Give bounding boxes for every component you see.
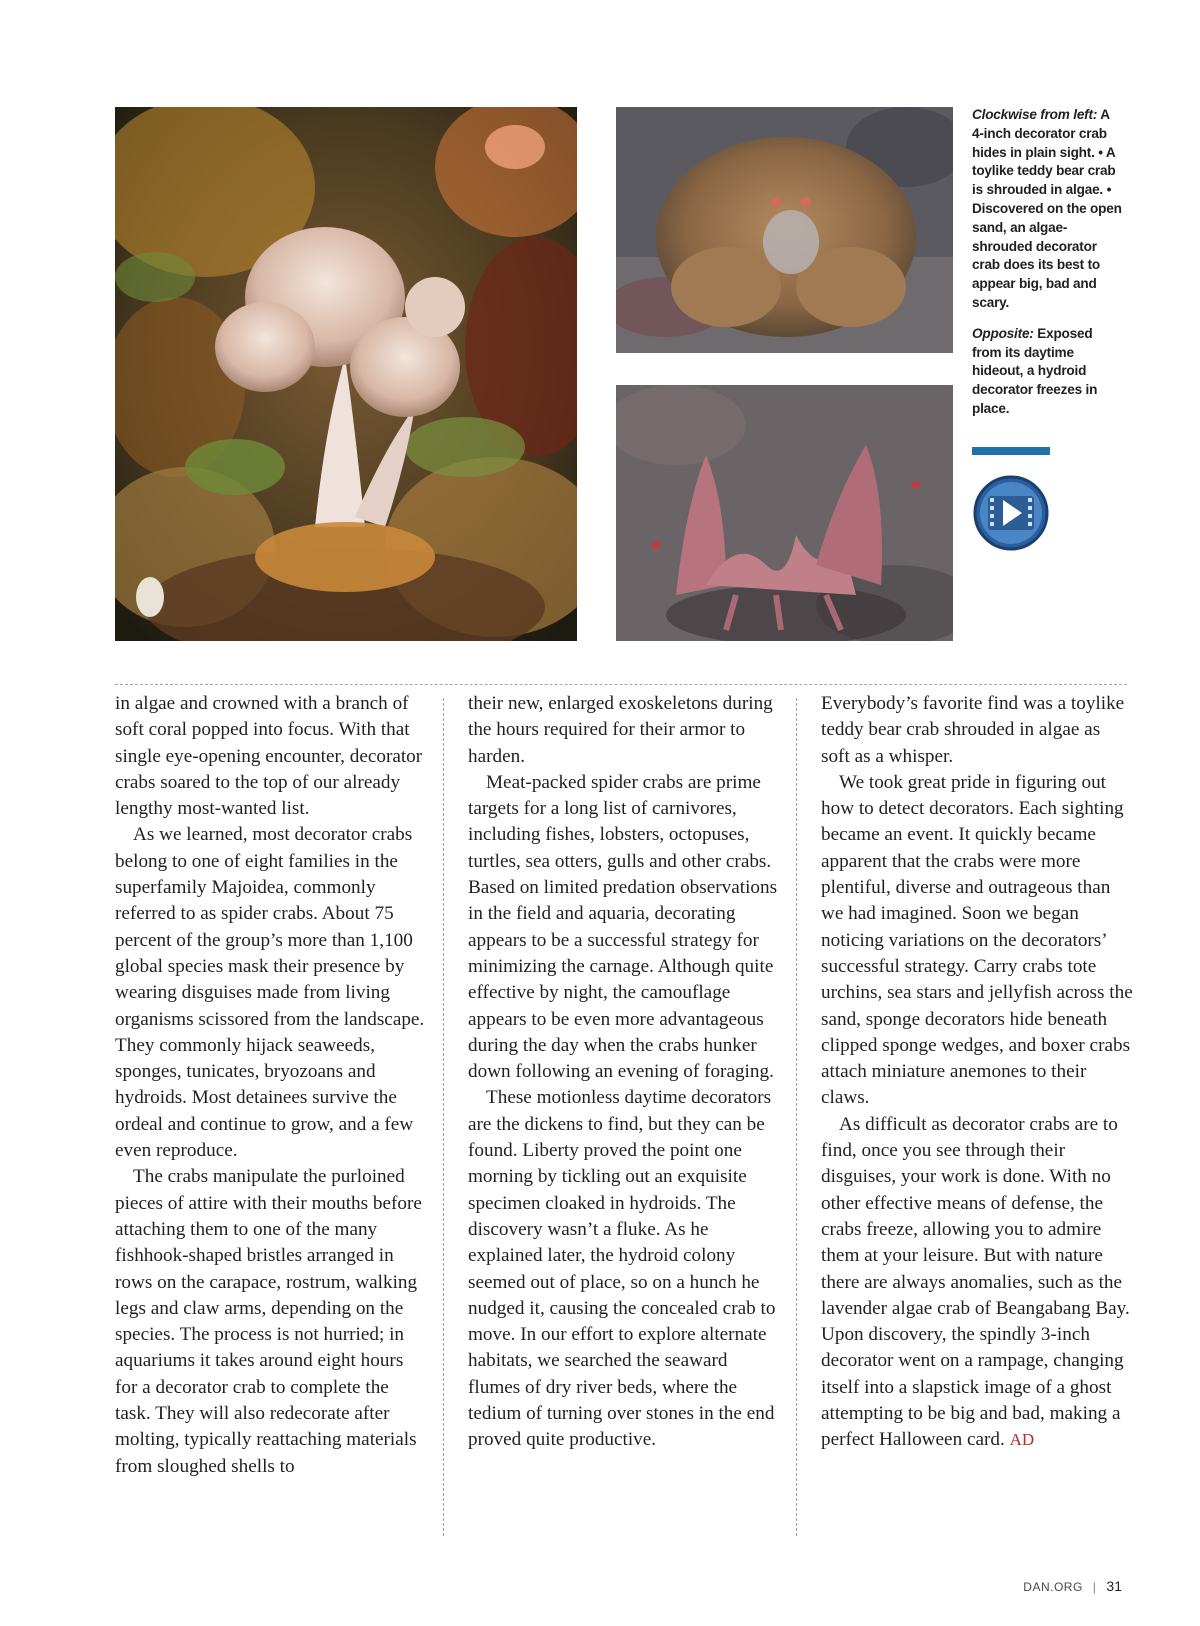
caption-clockwise-lead: Clockwise from left: bbox=[972, 107, 1098, 122]
footer-separator: | bbox=[1092, 1580, 1097, 1594]
article-paragraph-final bbox=[821, 1112, 1133, 1454]
column-divider bbox=[796, 698, 797, 1536]
page-number: 31 bbox=[1106, 1578, 1122, 1594]
caption-accent-rule bbox=[972, 447, 1050, 455]
article-paragraph: Meat-packed spider crabs are prime targets for a long list of carnivores, including fishes, lobsters, octopuses, turtles, sea otters, gulls and other crabs. Based on limited predation observations in the field and aquaria, decorating appears to be a successful strategy for minimizing the carnage. Although quite effective by night, the camouflage appears to be even more advantageous during the day when the crabs hunker down following an evening of foraging. bbox=[468, 771, 778, 1083]
end-mark: AD bbox=[1009, 1430, 1035, 1450]
article-paragraph: their new, enlarged exoskeletons during the hours required for their armor to harden. bbox=[468, 693, 773, 767]
play-video-button[interactable] bbox=[972, 474, 1050, 552]
article-paragraph: The crabs manipulate the purloined pieces of attire with their mouths before attaching them to one of the many fishhook-shaped bristles arranged in rows on the carapace, rostrum, walking legs and claw arms, depending on the species. The process is not hurried; in aquariums it takes around eight hours for a decorator crab to complete the task. They will also redecorate after molting, typically reattaching materials from sloughed shells to bbox=[115, 1166, 422, 1477]
article-paragraph: These motionless daytime decorators are the dickens to find, but they can be found. Liberty proved the point one morning by tickling out an exquisite specimen cloaked in hydroids. The discovery wasn’t a fluke. As he explained later, the hydroid colony seemed out of place, so on a hunch he nudged it, causing the concealed crab to move. In our effort to explore alternate habitats, we searched the seaward flumes of dry river beds, where the tedium of turning over stones in the end proved quite productive. bbox=[468, 1087, 776, 1451]
column-top-rule bbox=[115, 684, 1127, 685]
hydroid-crab-image bbox=[616, 385, 953, 641]
column-divider bbox=[443, 698, 444, 1536]
article-column-1 bbox=[115, 691, 427, 1480]
article-paragraph-text: As difficult as decorator crabs are to find, once you see through their disguises, your work is done. With no other effective means of defense, the crabs freeze, allowing you to admire them at your leisure. But with nature there are always anomalies, such as the lavender algae crab of Beangabang Bay. Upon discovery, the spindly 3-inch decorator went on a rampage, changing itself into a slapstick image of a ghost attempting to be big and bad, making a perfect Halloween card. bbox=[821, 1113, 1130, 1451]
photo-decorator-crab-soft-coral bbox=[115, 107, 577, 641]
play-video-icon[interactable] bbox=[972, 474, 1050, 552]
photo-teddy-bear-crab bbox=[616, 107, 953, 353]
article-column-3 bbox=[821, 691, 1133, 1454]
caption-clockwise bbox=[972, 106, 1122, 313]
decorator-crab-image bbox=[115, 107, 577, 641]
article-paragraph: We took great pride in figuring out how to detect decorators. Each sighting became an event. It quickly became apparent that the crabs were more plentiful, diverse and outrageous than we had imagined. Soon we began noticing variations on the decorators’ successful strategy. Carry crabs tote urchins, sea stars and jellyfish across the sand, sponge decorators hide beneath clipped sponge wedges, and boxer crabs attach miniature anemones to their claws. bbox=[821, 771, 1133, 1109]
article-paragraph: As we learned, most decorator crabs belong to one of eight families in the superfamily Majoidea, commonly referred to as spider crabs. About 75 percent of the group’s more than 1,100 global species mask their presence by wearing disguises made from living organisms scissored from the landscape. They commonly hijack seaweeds, sponges, tunicates, bryozoans and hydroids. Most detainees survive the ordeal and continue to grow, and a few even reproduce. bbox=[115, 824, 425, 1162]
photo-hydroid-decorator-crab bbox=[616, 385, 953, 641]
footer-site: DAN.ORG bbox=[1023, 1580, 1083, 1594]
article-paragraph: in algae and crowned with a branch of soft coral popped into focus. With that single eye-opening encounter, decorator crabs soared to the top of our already lengthy most-wanted list. bbox=[115, 693, 423, 820]
caption-opposite bbox=[972, 325, 1122, 419]
article-paragraph: Everybody’s favorite find was a toylike teddy bear crab shrouded in algae as soft as a whisper. bbox=[821, 693, 1125, 767]
photo-caption bbox=[972, 106, 1122, 431]
teddy-bear-crab-image bbox=[616, 107, 953, 353]
caption-opposite-lead: Opposite: bbox=[972, 325, 1034, 341]
caption-clockwise-text: A 4-inch decorator crab hides in plain sight. • A toylike teddy bear crab is shrouded in algae. • Discovered on the open sand, an algae-shrouded decorator crab does its best to appear big, bad and scary. bbox=[972, 107, 1122, 310]
page-footer bbox=[960, 1578, 1122, 1594]
caption-opposite-text: Exposed from its daytime hideout, a hydroid decorator freezes in place. bbox=[972, 325, 1098, 416]
article-column-2 bbox=[468, 691, 780, 1454]
